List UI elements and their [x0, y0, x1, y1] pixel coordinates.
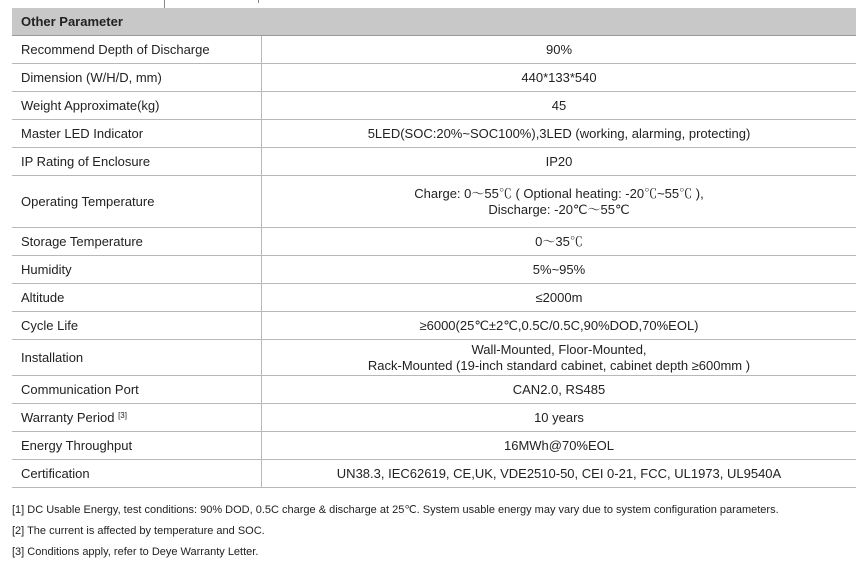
row-label: Installation [12, 340, 262, 376]
table-row [12, 176, 856, 228]
row-value [262, 176, 857, 228]
row-label: Storage Temperature [12, 228, 262, 256]
table-row [12, 228, 856, 256]
footnotes [12, 502, 779, 565]
row-value: 90% [262, 36, 857, 64]
table-row [12, 148, 856, 176]
table-row [12, 404, 856, 432]
footnote: [2] The current is affected by temperature and SOC. [12, 525, 265, 537]
table-row [12, 64, 856, 92]
row-label: Altitude [12, 284, 262, 312]
table-row [12, 92, 856, 120]
table-row [12, 340, 856, 376]
row-value [262, 340, 857, 376]
table-row [12, 256, 856, 284]
row-value: 5LED(SOC:20%~SOC100%),3LED (working, alarming, protecting) [262, 120, 857, 148]
row-value: CAN2.0, RS485 [262, 376, 857, 404]
table-row [12, 376, 856, 404]
row-value: 16MWh@70%EOL [262, 432, 857, 460]
footnote: [3] Conditions apply, refer to Deye Warranty Letter. [12, 546, 259, 558]
row-label: Cycle Life [12, 312, 262, 340]
value-line: Charge: 0～55℃ ( Optional heating: -20℃~55℃ ), [414, 185, 704, 201]
row-value: ≥6000(25℃±2℃,0.5C/0.5C,90%DOD,70%EOL) [262, 312, 857, 340]
row-label: Humidity [12, 256, 262, 284]
spec-table [12, 8, 856, 488]
footnote-ref: [3] [118, 411, 127, 420]
row-label: Master LED Indicator [12, 120, 262, 148]
section-header [12, 8, 856, 36]
row-label [12, 404, 262, 432]
section-title: Other Parameter [12, 8, 856, 36]
row-value: 440*133*540 [262, 64, 857, 92]
row-value: IP20 [262, 148, 857, 176]
row-label: Recommend Depth of Discharge [12, 36, 262, 64]
row-label-text: Warranty Period [21, 410, 115, 425]
row-label: Energy Throughput [12, 432, 262, 460]
row-label: IP Rating of Enclosure [12, 148, 262, 176]
row-label: Operating Temperature [12, 176, 262, 228]
table-row [12, 312, 856, 340]
row-value: UN38.3, IEC62619, CE,UK, VDE2510-50, CEI 0-21, FCC, UL1973, UL9540A [262, 460, 857, 488]
row-label: Dimension (W/H/D, mm) [12, 64, 262, 92]
row-value: 5%~95% [262, 256, 857, 284]
row-label: Communication Port [12, 376, 262, 404]
divider [258, 0, 259, 3]
row-value: 45 [262, 92, 857, 120]
table-row [12, 284, 856, 312]
value-line: Discharge: -20℃～55℃ [488, 201, 630, 217]
row-value: ≤2000m [262, 284, 857, 312]
value-line: Rack-Mounted (19-inch standard cabinet, cabinet depth ≥600mm ) [367, 357, 751, 373]
row-value: 0～35℃ [262, 228, 857, 256]
row-label: Certification [12, 460, 262, 488]
value-line: Wall-Mounted, Floor-Mounted, [471, 341, 647, 357]
row-value: 10 years [262, 404, 857, 432]
table-row [12, 120, 856, 148]
previous-section-fragment [0, 0, 866, 8]
table-row [12, 460, 856, 488]
divider [164, 0, 165, 8]
table-row [12, 36, 856, 64]
row-label: Weight Approximate(kg) [12, 92, 262, 120]
table-row [12, 432, 856, 460]
footnote: [1] DC Usable Energy, test conditions: 90% DOD, 0.5C charge & discharge at 25℃. System usable energy may vary due to system configuration parameters. [12, 504, 779, 516]
